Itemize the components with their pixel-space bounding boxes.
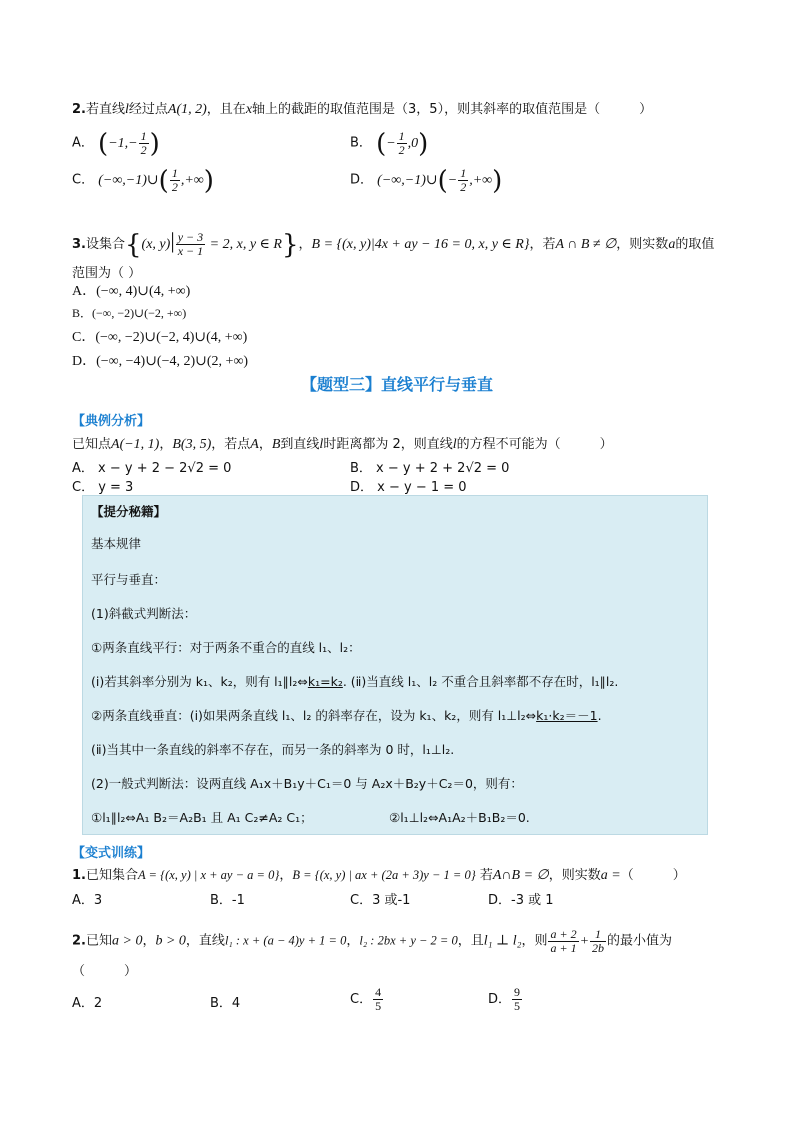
v1-option-c[interactable]: C．3 或-1: [350, 893, 411, 908]
example-option-c[interactable]: C． y = 3: [72, 480, 134, 495]
stem-text: ，: [159, 437, 173, 452]
q2-option-c[interactable]: [72, 167, 214, 194]
stem-text: 已知点: [72, 437, 112, 452]
example-heading: 【典例分析】: [72, 414, 151, 429]
set-b-expr: B = {(x, y) | ax + (2a + 3)y − 1 = 0}: [292, 868, 476, 882]
variant-heading: 【变式训练】: [72, 846, 151, 861]
stem-text: ，且: [457, 933, 484, 949]
stem-text: 已知集合: [85, 868, 138, 883]
option-fraction: $\frac{4}{5}$: [375, 985, 382, 1013]
q2-option-a[interactable]: [72, 130, 160, 157]
option-label: C．: [72, 172, 95, 188]
option-label: D．: [350, 172, 374, 188]
option-label: B．: [350, 135, 372, 151]
tips-line: [91, 672, 618, 690]
line-1-expr: l₁ : x + (a − 4)y + 1 = 0: [224, 933, 347, 948]
tips-text: (ⅰ)若其斜率分别为 k₁、k₂，则有 l₁∥l₂⇔: [91, 674, 308, 689]
example-option-d[interactable]: D． x − y − 1 = 0: [350, 480, 467, 495]
set-a-expr: {(x, y)| $\frac{y - 3}{x - 1}$ = 2, x, y ∈ R}: [125, 228, 299, 260]
stem-text: 若: [475, 868, 493, 883]
v1-stem: [72, 864, 686, 884]
stem-text: ，: [346, 933, 360, 949]
math-point: B(3, 5): [172, 437, 212, 452]
set-a-expr: A = {(x, y) | x + ay − a = 0}: [138, 868, 280, 882]
v1-option-a[interactable]: A．3: [72, 893, 103, 908]
math-var: l: [125, 102, 129, 117]
fraction-expr: $\frac{a + 2}{a + 1}$ + $\frac{1}{2b}$: [550, 927, 605, 955]
q3-option-c[interactable]: C．(−∞, −2)∪(−2, 4)∪(4, +∞): [72, 330, 248, 345]
stem-text: ，: [142, 933, 156, 949]
tips-underlined: k₁·k₂＝－1: [536, 708, 598, 723]
math-cond: a > 0: [112, 933, 143, 949]
tips-line: (1)斜截式判断法：: [91, 606, 197, 621]
tips-line: (2)一般式判断法：设两直线 A₁x＋B₁y＋C₁＝0 与 A₂x＋B₂y＋C₂＝0，则有：: [91, 776, 523, 791]
stem-text: ，则实数: [548, 868, 601, 883]
math-var: a =: [600, 868, 621, 883]
example-stem: [72, 433, 613, 453]
option-math: (− $\frac{1}{2}$ ,0): [376, 128, 429, 159]
q2-stem: [72, 98, 652, 118]
q3-option-a[interactable]: A．(−∞, 4)∪(4, +∞): [72, 284, 191, 299]
question-number: 2.: [72, 102, 86, 117]
math-var: x: [245, 102, 253, 117]
option-fraction: $\frac{9}{5}$: [514, 985, 521, 1013]
q2-option-d[interactable]: [350, 167, 502, 194]
condition-expr: A∩B = ∅: [492, 868, 549, 883]
question-number: 1.: [72, 868, 86, 883]
tips-underlined: k₁=k₂: [307, 674, 343, 689]
q3-option-b[interactable]: B．(−∞, −2)∪(−2, +∞): [72, 306, 187, 320]
math-var: l: [319, 437, 324, 452]
tips-line: 平行与垂直：: [91, 572, 167, 587]
option-label: C．: [350, 992, 373, 1007]
section-title: 【题型三】直线平行与垂直: [300, 375, 493, 394]
math-cond: b > 0: [155, 933, 186, 949]
q3-stem-cont: 范围为（ ）: [72, 266, 142, 281]
stem-text: 轴上的截距的取值范围是（3，5），则其斜率的取值范围是（ ）: [252, 102, 653, 117]
option-math: (−∞,−1)∪( $\frac{1}{2}$ ,+∞): [98, 165, 214, 196]
perp-expr: l₁ ⊥ l₂: [483, 933, 522, 949]
stem-text: 已知: [85, 933, 112, 949]
math-var: a: [668, 237, 676, 252]
stem-text: 若直线: [85, 102, 125, 117]
stem-text: 设集合: [85, 237, 125, 252]
v2-stem: [72, 928, 672, 955]
example-option-b[interactable]: B． x − y + 2 + 2√2 = 0: [350, 461, 510, 476]
stem-text: ，则: [521, 933, 548, 949]
tips-line: 基本规律: [91, 536, 142, 551]
stem-text: （ ）: [620, 868, 686, 883]
stem-text: 到直线: [280, 437, 320, 452]
math-var: A: [250, 437, 259, 452]
math-var: B: [271, 437, 281, 452]
line-2-expr: l₂ : 2bx + y − 2 = 0: [359, 933, 458, 948]
math-var: l: [452, 437, 457, 452]
question-number: 2.: [72, 933, 86, 949]
option-label: D．: [488, 992, 512, 1007]
example-option-a[interactable]: A． x − y + 2 − 2√2 = 0: [72, 461, 232, 476]
stem-text: 的方程不可能为（ ）: [456, 437, 613, 452]
tips-heading: 【提分秘籍】: [91, 504, 167, 519]
tips-text: .: [597, 708, 602, 723]
stem-text: ，且在: [206, 102, 246, 117]
v2-option-b[interactable]: B．4: [210, 996, 241, 1011]
q2-option-b[interactable]: [350, 130, 428, 157]
stem-text: 经过点: [128, 102, 168, 117]
stem-text: ，则实数: [616, 237, 669, 252]
tips-box: [82, 495, 708, 835]
option-math: (−∞,−1)∪(− $\frac{1}{2}$ ,+∞): [377, 165, 503, 196]
tips-line: ①l₁∥l₂⇔A₁ B₂＝A₂B₁ 且 A₁ C₂≠A₂ C₁；: [91, 810, 313, 825]
tips-line: (ⅱ)当其中一条直线的斜率不存在，而另一条的斜率为 0 时，l₁⊥l₂.: [91, 742, 455, 757]
set-b-expr: B = {(x, y)|4x + ay − 16 = 0, x, y ∈ R}: [311, 237, 530, 252]
v1-option-b[interactable]: B．-1: [210, 893, 245, 908]
stem-text: ，若: [529, 237, 556, 252]
tips-line: ①两条直线平行：对于两条不重合的直线 l₁、l₂：: [91, 640, 361, 655]
math-point: A(1, 2): [167, 102, 207, 117]
stem-text: ，: [258, 437, 272, 452]
v2-option-c[interactable]: [350, 986, 384, 1013]
v1-option-d[interactable]: D．-3 或 1: [488, 893, 554, 908]
question-number: 3.: [72, 237, 86, 252]
stem-text: 的取值: [675, 237, 715, 252]
tips-line: [91, 706, 602, 724]
condition-expr: A ∩ B ≠ ∅: [555, 237, 617, 252]
math-point: A(−1, 1): [111, 437, 160, 452]
stem-text: ，: [298, 237, 312, 252]
v2-stem-cont: （ ）: [72, 964, 138, 979]
q3-stem: [72, 228, 714, 258]
stem-text: 的最小值为: [607, 933, 673, 949]
tips-text: . (ⅱ)当直线 l₁、l₂ 不重合且斜率都不存在时，l₁∥l₂.: [342, 674, 619, 689]
stem-text: ，直线: [185, 933, 225, 949]
stem-text: ，若点: [211, 437, 251, 452]
tips-text: ②两条直线垂直：(ⅰ)如果两条直线 l₁、l₂ 的斜率存在，设为 k₁、k₂，则有 l₁⊥l₂⇔: [91, 708, 537, 723]
option-math: (−1,− $\frac{1}{2}$ ): [98, 128, 160, 159]
tips-line: ②l₁⊥l₂⇔A₁A₂＋B₁B₂＝0.: [389, 810, 530, 825]
stem-text: ，: [279, 868, 293, 883]
option-label: A．: [72, 135, 94, 151]
v2-option-d[interactable]: [488, 986, 523, 1013]
v2-option-a[interactable]: A．2: [72, 996, 103, 1011]
q3-option-d[interactable]: D．(−∞, −4)∪(−4, 2)∪(2, +∞): [72, 354, 249, 369]
stem-text: 时距离都为 2，则直线: [323, 437, 453, 452]
